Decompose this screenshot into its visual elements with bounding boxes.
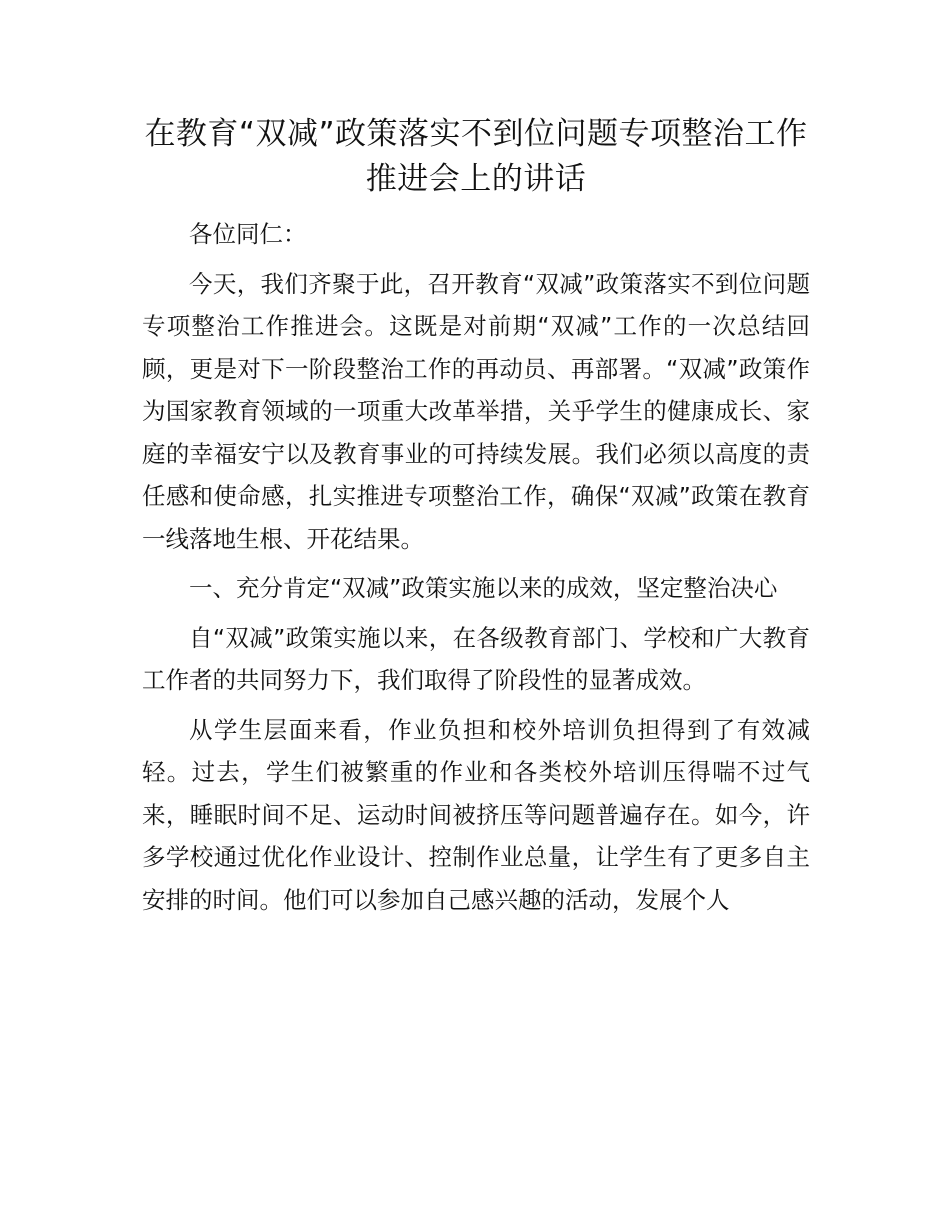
body-paragraph: 今天，我们齐聚于此，召开教育“双减”政策落实不到位问题专项整治工作推进会。这既是对前期“双减”工作的一次总结回顾，更是对下一阶段整治工作的再动员、再部署。“双减”政策作为国家教育领域的一项重大改革举措，关乎学生的健康成长、家庭的幸福安宁以及教育事业的可持续发展。我们必须以高度的责任感和使命感，扎实推进专项整治工作，确保“双减”政策在教育一线落地生根、开花结果。 — [142, 269, 810, 553]
section-heading-paragraph: 一、充分肯定“双减”政策实施以来的成效，坚定整治决心 — [189, 574, 778, 602]
document-title: 在教育“双减”政策落实不到位问题专项整治工作推进会上的讲话 — [144, 116, 808, 197]
salutation-paragraph: 各位同仁： — [189, 220, 307, 248]
body-paragraph: 从学生层面来看，作业负担和校外培训负担得到了有效减轻。过去，学生们被繁重的作业和各类校外培训压得喘不过气来，睡眠时间不足、运动时间被挤压等问题普遍存在。如今，许多学校通过优化作业设计、控制作业总量，让学生有了更多自主安排的时间。他们可以参加自己感兴趣的活动，发展个人 — [142, 715, 810, 914]
document-page — [142, 112, 810, 928]
body-paragraph: 自“双减”政策实施以来，在各级教育部门、学校和广大教育工作者的共同努力下，我们取得了阶段性的显著成效。 — [142, 623, 810, 694]
